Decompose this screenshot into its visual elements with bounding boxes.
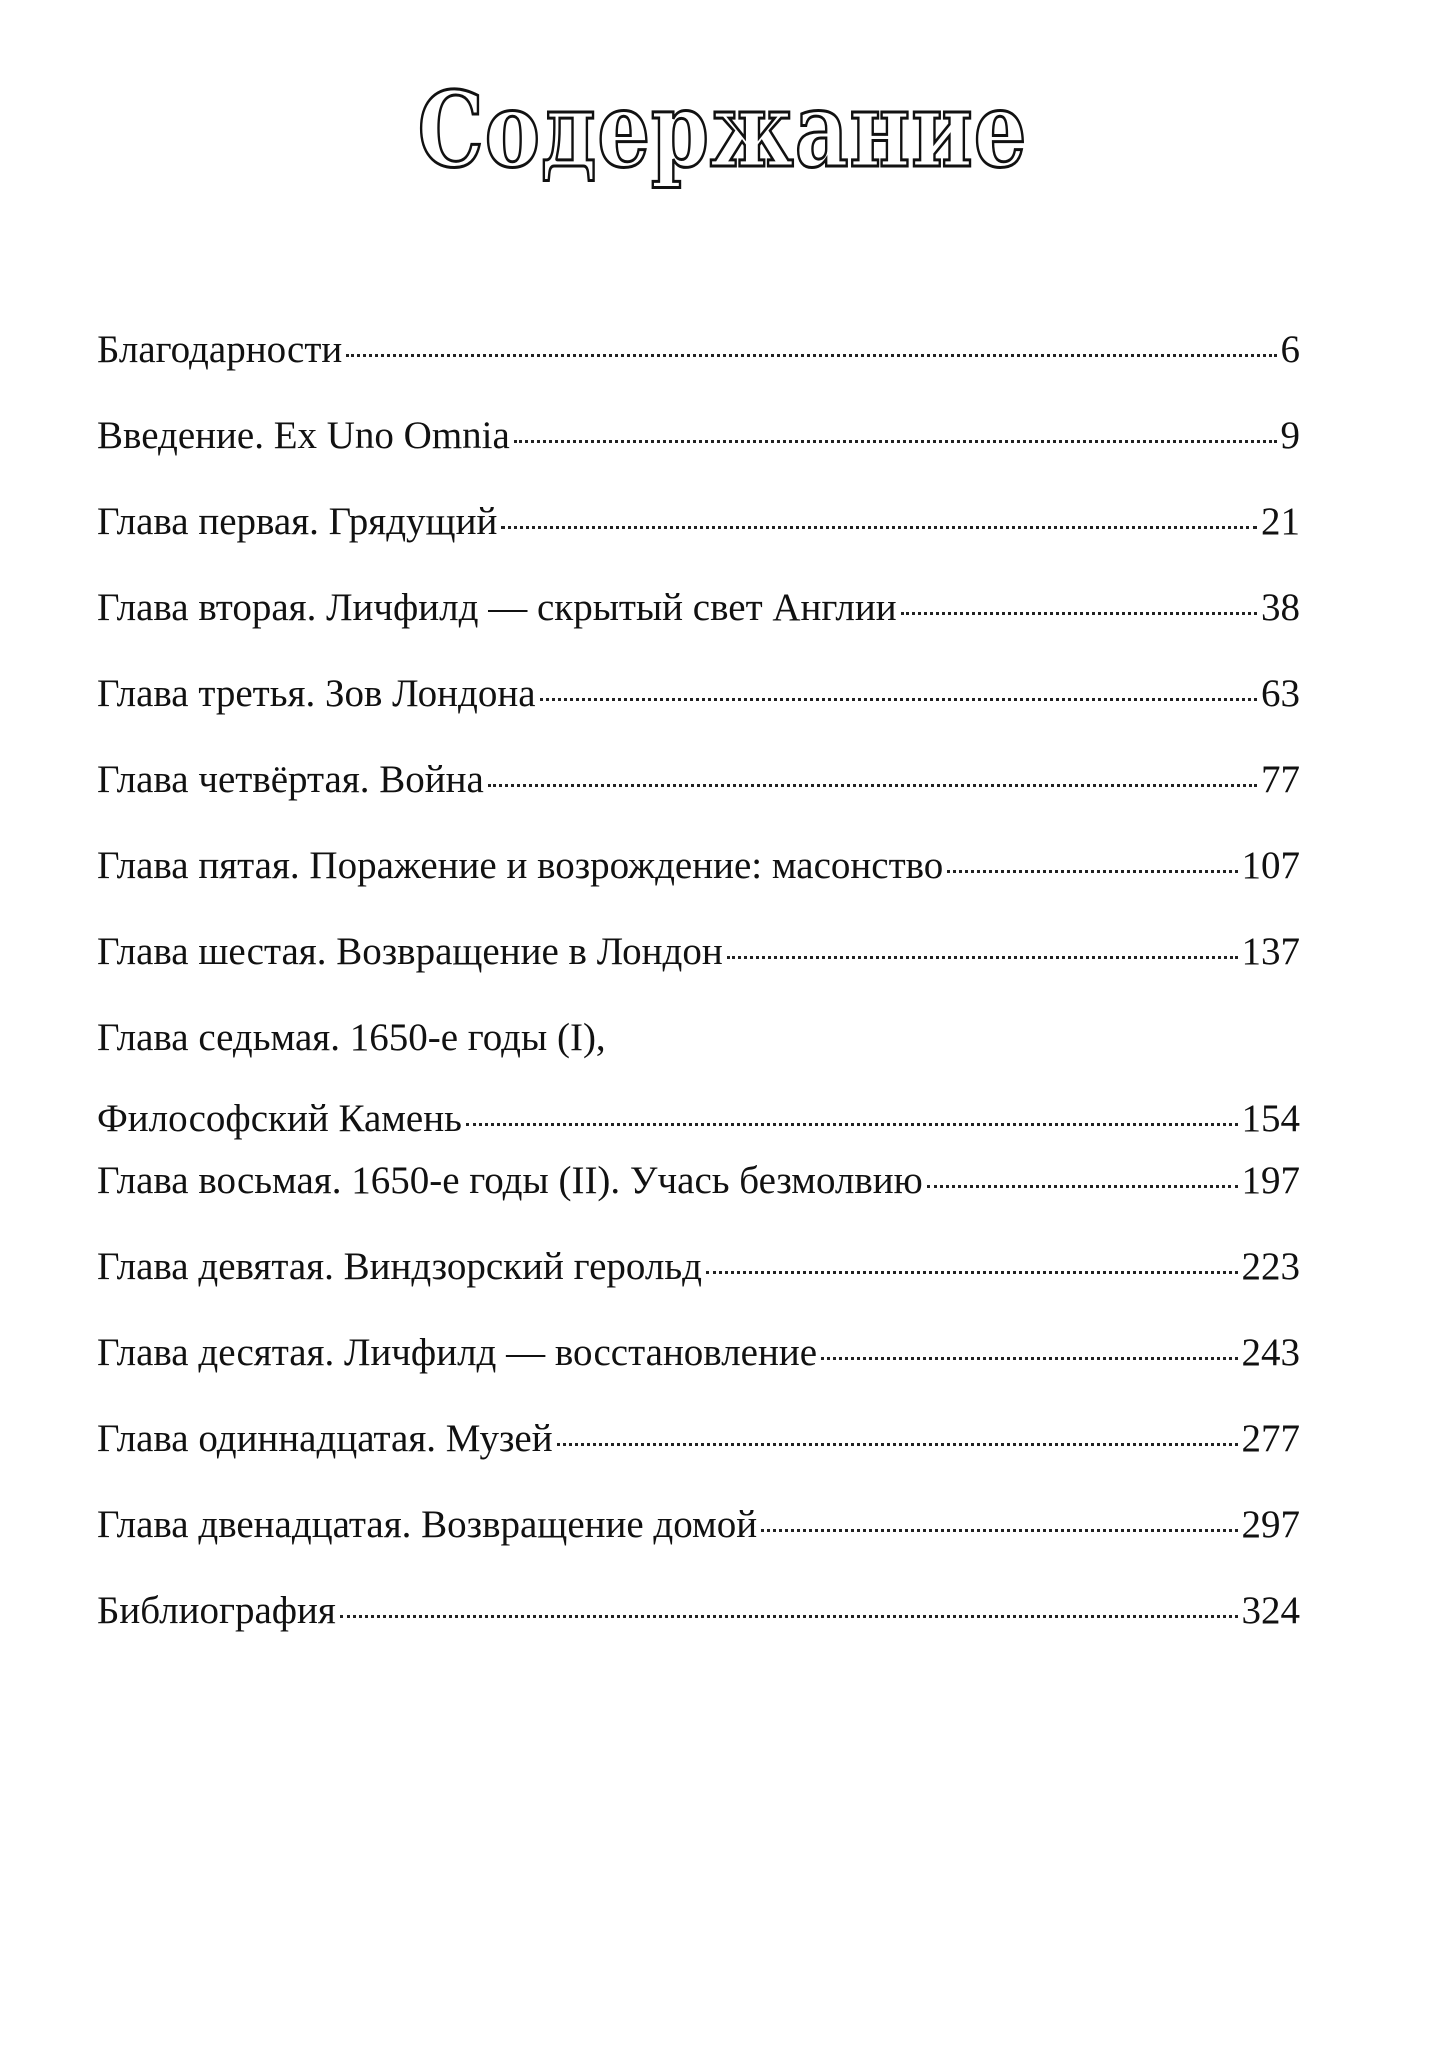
dot-leader [947, 870, 1237, 873]
toc-entry-title: Философский Камень [97, 1097, 462, 1140]
toc-page-number: 324 [1241, 1589, 1300, 1632]
toc-entry [97, 502, 1300, 541]
toc-entry-line [97, 1419, 1300, 1458]
toc-page-number: 21 [1261, 500, 1300, 543]
toc-entry-line [97, 1099, 1300, 1138]
toc-entry-line [97, 416, 1300, 455]
toc-entry [97, 588, 1300, 627]
toc-entry [97, 416, 1300, 455]
toc-entry-line [97, 674, 1300, 713]
toc-entry-title: Глава девятая. Виндзорский герольд [97, 1245, 702, 1288]
dot-leader [706, 1271, 1238, 1274]
toc-entry-title: Глава вторая. Личфилд — скрытый свет Англии [97, 586, 897, 629]
toc-entry-line [97, 932, 1300, 971]
dot-leader [727, 956, 1238, 959]
dot-leader [466, 1123, 1238, 1126]
toc-entry [97, 1018, 1300, 1138]
toc-entry-title: Глава третья. Зов Лондона [97, 672, 536, 715]
toc-entry-title: Введение. Ex Uno Omnia [97, 414, 510, 457]
toc-entry-title: Глава одиннадцатая. Музей [97, 1417, 553, 1460]
dot-leader [901, 612, 1257, 615]
toc-entry-line [97, 502, 1300, 541]
toc-page-number: 277 [1241, 1417, 1300, 1460]
toc-entry-title: Библиография [97, 1589, 336, 1632]
toc-entry [97, 1333, 1300, 1372]
toc-page-number: 77 [1261, 758, 1300, 801]
page-title: Содержание [417, 68, 1028, 191]
toc-entry-line [97, 1591, 1300, 1630]
toc-entry-line [97, 846, 1300, 885]
toc-page-number: 6 [1280, 328, 1300, 371]
toc-entry-title: Глава четвёртая. Война [97, 758, 484, 801]
dot-leader [340, 1615, 1238, 1618]
toc-entry [97, 932, 1300, 971]
toc-entry [97, 1419, 1300, 1458]
dot-leader [540, 698, 1257, 701]
toc-page-number: 297 [1241, 1503, 1300, 1546]
toc-entry-line [97, 760, 1300, 799]
toc-entry-title: Глава двенадцатая. Возвращение домой [97, 1503, 758, 1546]
toc-page-number: 243 [1241, 1331, 1300, 1374]
toc-page-number: 137 [1241, 930, 1300, 973]
toc-entry-title: Глава десятая. Личфилд — восстановление [97, 1331, 818, 1374]
toc-page-number: 197 [1241, 1159, 1300, 1202]
toc-entry-title: Глава первая. Грядущий [97, 500, 498, 543]
toc-page-number: 154 [1241, 1097, 1300, 1140]
dot-leader [514, 440, 1277, 443]
toc-page-number: 107 [1241, 844, 1300, 887]
toc-page-number: 38 [1261, 586, 1300, 629]
dot-leader [501, 526, 1257, 529]
toc-entry [97, 1161, 1300, 1200]
toc-entry [97, 1505, 1300, 1544]
toc-page-number: 63 [1261, 672, 1300, 715]
toc-entry-title: Глава шестая. Возвращение в Лондон [97, 930, 723, 973]
toc-entry-line [97, 1247, 1300, 1286]
dot-leader [557, 1443, 1238, 1446]
toc-entry [97, 330, 1300, 369]
toc-entry [97, 846, 1300, 885]
toc-entry-title: Благодарности [97, 328, 343, 371]
toc-entry-line [97, 1333, 1300, 1372]
toc-entry-title: Глава седьмая. 1650-е годы (I), [97, 1016, 606, 1059]
dot-leader [821, 1357, 1237, 1360]
dot-leader [488, 784, 1257, 787]
toc-entry-line [97, 1505, 1300, 1544]
toc-entry [97, 1591, 1300, 1630]
dot-leader [346, 354, 1276, 357]
toc-entry-line [97, 1161, 1300, 1200]
dot-leader [927, 1185, 1238, 1188]
toc-page-number: 9 [1280, 414, 1300, 457]
toc-entry-title: Глава пятая. Поражение и возрождение: масонство [97, 844, 944, 887]
toc-entry [97, 1247, 1300, 1286]
toc-entry [97, 760, 1300, 799]
toc-page-number: 223 [1241, 1245, 1300, 1288]
toc-entry [97, 674, 1300, 713]
toc-entry-title: Глава восьмая. 1650-е годы (II). Учась безмолвию [97, 1159, 923, 1202]
toc-entry-line [97, 588, 1300, 627]
toc-entry-line [97, 330, 1300, 369]
dot-leader [761, 1529, 1237, 1532]
